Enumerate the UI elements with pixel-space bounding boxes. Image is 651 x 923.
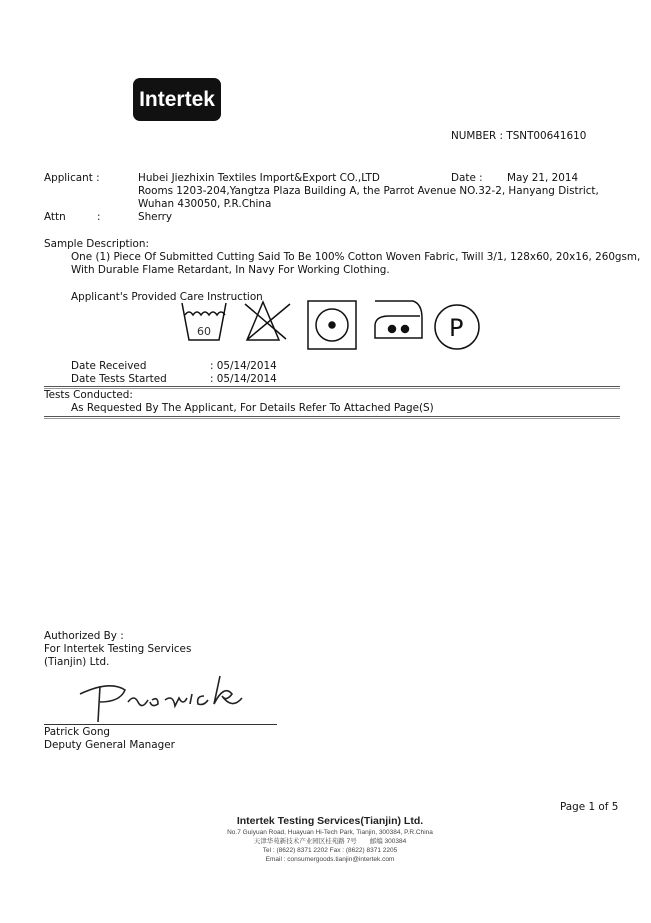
report-number: NUMBER : TSNT00641610 — [451, 130, 587, 142]
signer-title: Deputy General Manager — [44, 739, 175, 751]
date-received-label: Date Received — [71, 360, 147, 372]
dry-clean-p-icon — [435, 305, 479, 349]
authorized-by: Authorized By : — [44, 630, 124, 642]
svg-text:60: 60 — [197, 325, 211, 338]
signature — [70, 672, 250, 726]
care-label: Applicant's Provided Care Instruction — [71, 291, 263, 303]
signature-line — [44, 724, 277, 725]
care-symbols — [175, 298, 485, 358]
footer-email: Email : consumergoods.tianjin@intertek.com — [265, 856, 395, 863]
intertek-logo: Intertek — [133, 78, 221, 121]
sample-line-2: With Durable Flame Retardant, In Navy For Working Clothing. — [71, 264, 390, 276]
authorized-company-2: (Tianjin) Ltd. — [44, 656, 110, 668]
signer-name: Patrick Gong — [44, 726, 111, 738]
footer-address: No.7 Guiyuan Road, Huayuan Hi-Tech Park, Tianjin, 300384, P.R.China — [227, 829, 433, 836]
date-value: May 21, 2014 — [507, 172, 579, 184]
applicant-label: Applicant : — [44, 172, 100, 184]
authorized-company: For Intertek Testing Services — [44, 643, 192, 655]
applicant-name: Hubei Jiezhixin Textiles Import&Export CO.,LTD — [138, 172, 380, 184]
sample-line-1: One (1) Piece Of Submitted Cutting Said To Be 100% Cotton Woven Fabric, Twill 3/1, 128x60, 20x16, 260gsm, — [71, 251, 641, 263]
footer-company: Intertek Testing Services(Tianjin) Ltd. — [236, 815, 424, 827]
svg-text:P: P — [449, 314, 464, 342]
wash-60-icon — [182, 303, 226, 340]
attn-value: Sherry — [138, 211, 173, 223]
footer-tel-fax: Tel : (8622) 8371 2202 Fax : (8622) 8371 2205 — [262, 847, 398, 854]
sample-label: Sample Description: — [44, 238, 149, 250]
page-number: Page 1 of 5 — [560, 801, 619, 813]
applicant-address-2: Wuhan 430050, P.R.China — [138, 198, 272, 210]
do-not-bleach-icon — [245, 302, 290, 340]
footer-address-cn: 天津华苑新技术产业园区桂苑路 7号 邮编 300384 — [253, 838, 407, 845]
date-label: Date : — [451, 172, 483, 184]
applicant-address-1: Rooms 1203-204,Yangtza Plaza Building A, the Parrot Avenue NO.32-2, Hanyang District, — [138, 185, 599, 197]
tumble-dry-icon — [308, 301, 356, 349]
iron-icon — [375, 301, 422, 338]
tests-label: Tests Conducted: — [44, 389, 133, 401]
date-started-value: : 05/14/2014 — [210, 373, 277, 385]
date-started-label: Date Tests Started — [71, 373, 167, 385]
divider — [44, 416, 620, 419]
attn-colon: : — [97, 211, 101, 223]
attn-label: Attn — [44, 211, 66, 223]
date-received-value: : 05/14/2014 — [210, 360, 277, 372]
tests-value: As Requested By The Applicant, For Details Refer To Attached Page(S) — [71, 402, 434, 414]
